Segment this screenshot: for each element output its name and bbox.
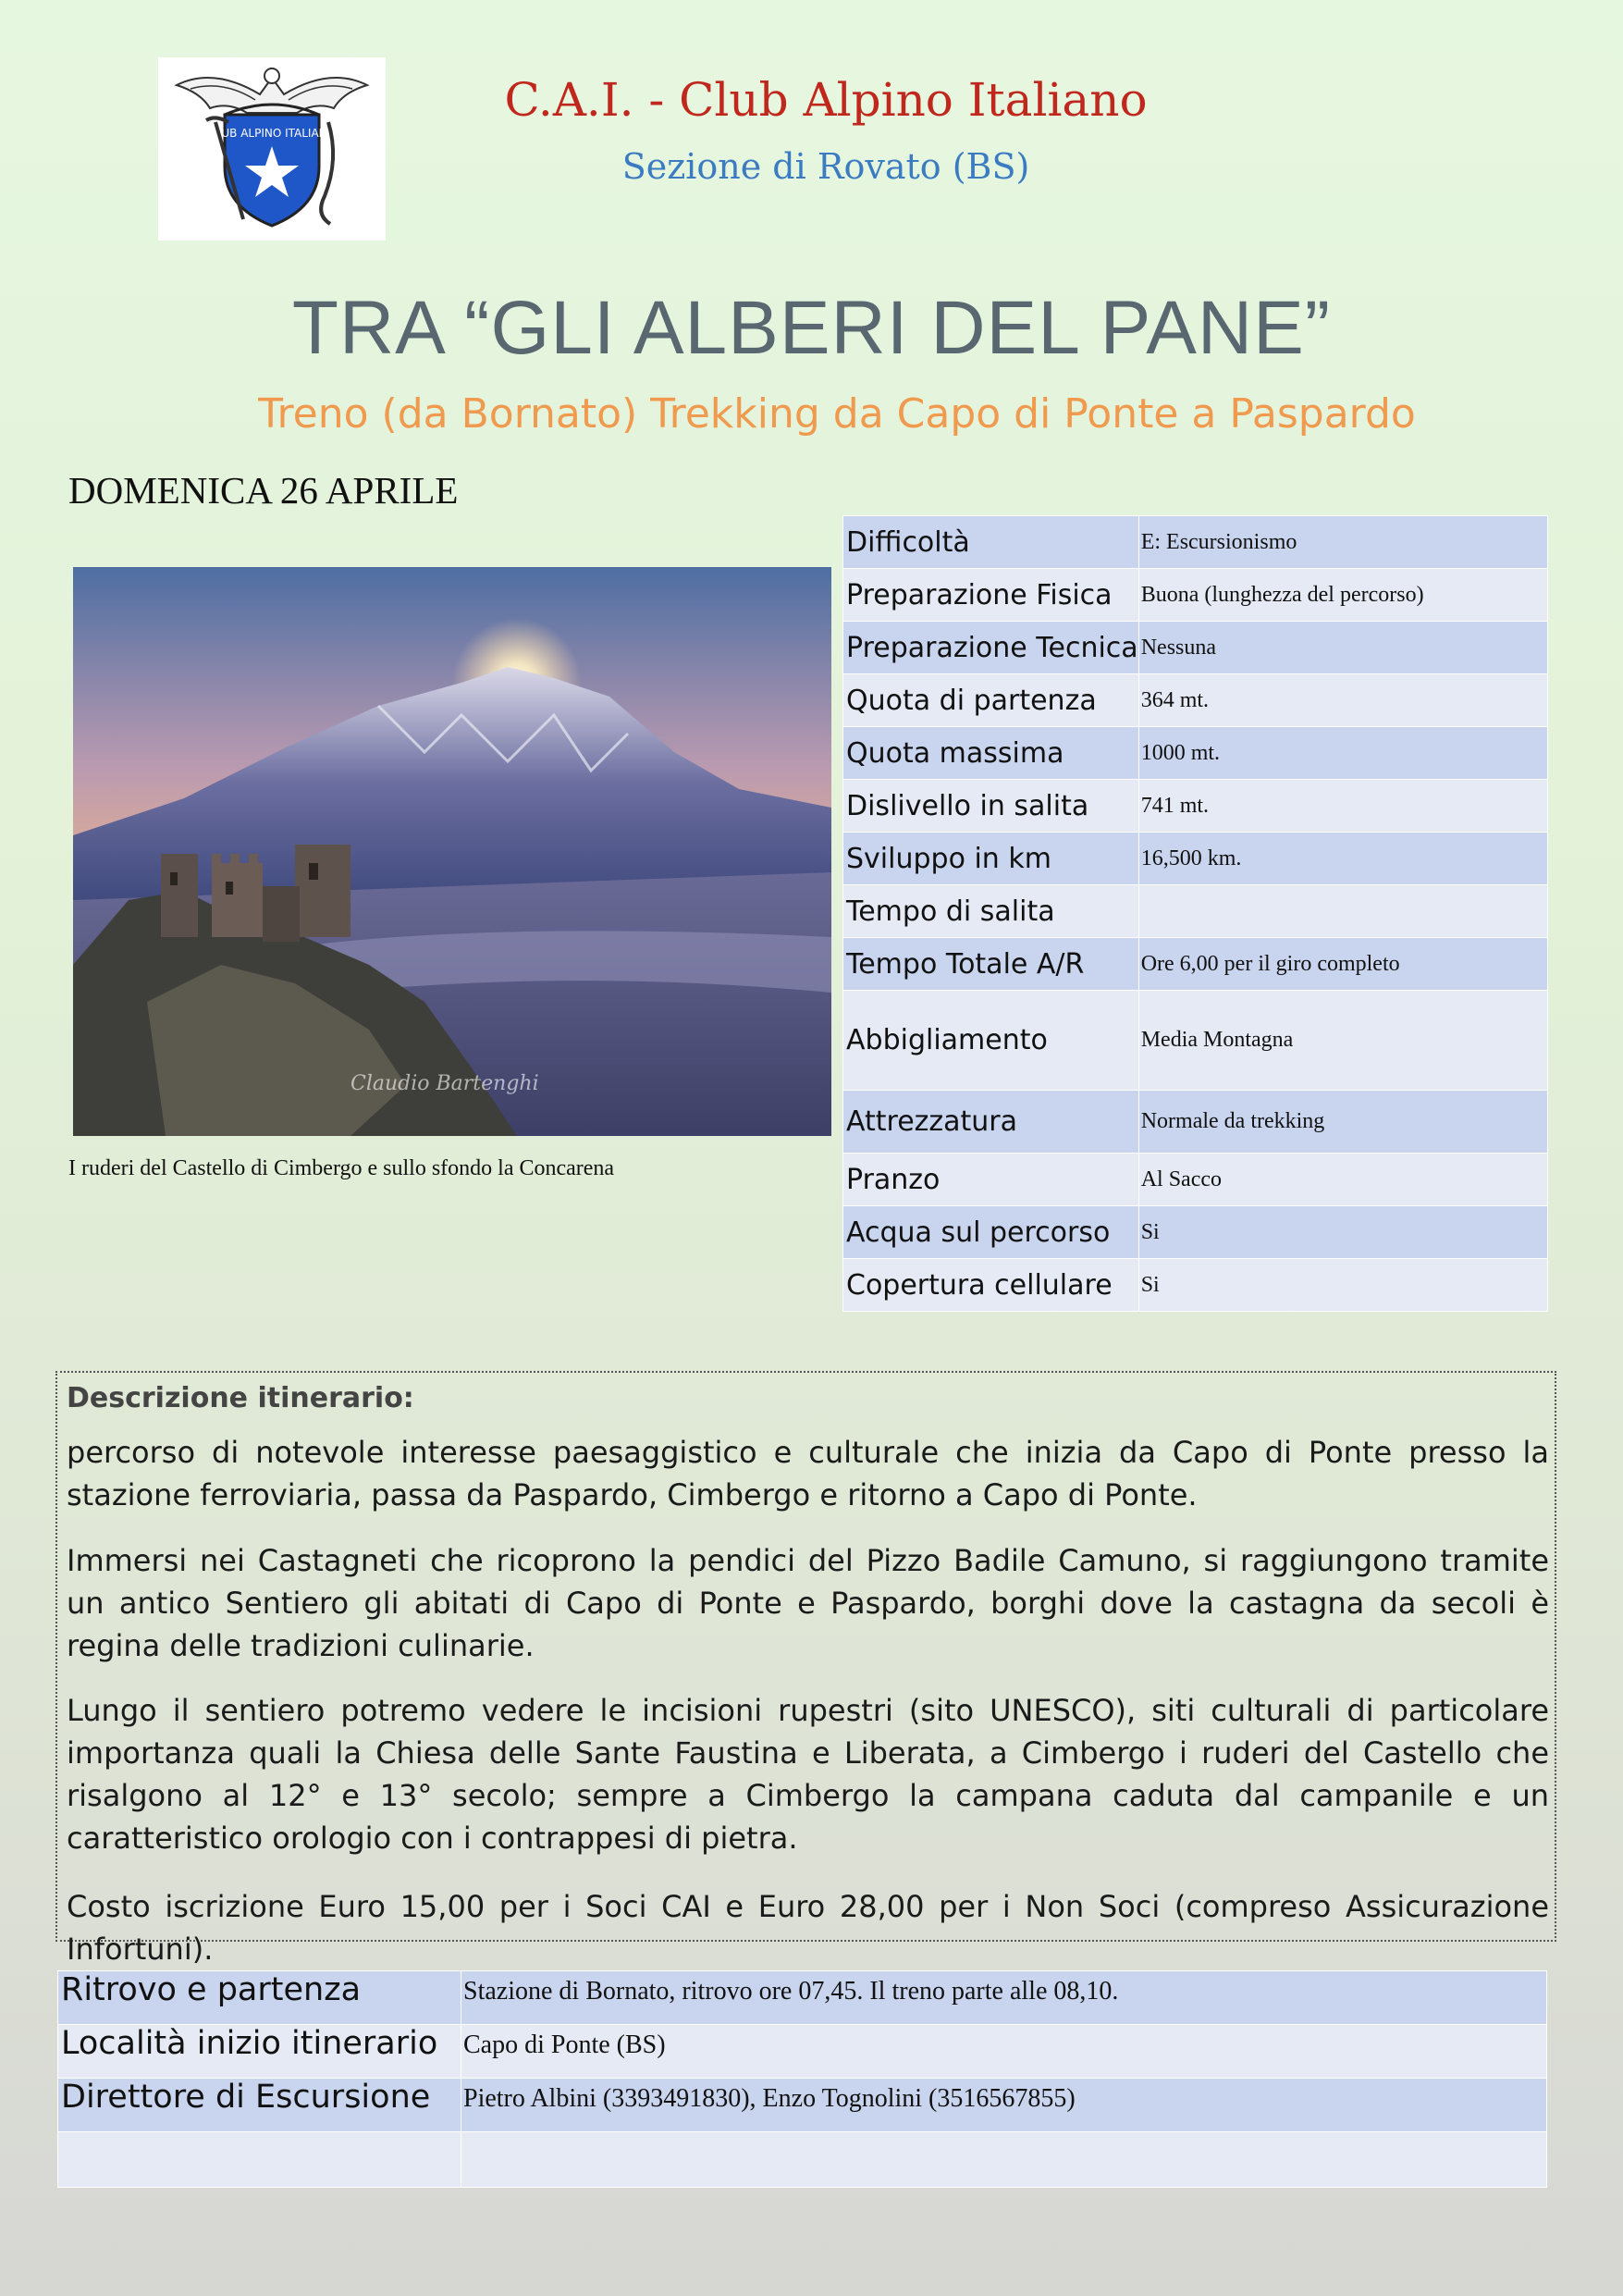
- info-row: [843, 516, 1548, 569]
- info-label: Pranzo: [843, 1154, 1139, 1206]
- logo-lettering: CLUB ALPINO ITALIANO: [207, 127, 337, 140]
- event-title: TRA “GLI ALBERI DEL PANE”: [291, 286, 1332, 370]
- description-heading: Descrizione itinerario:: [67, 1382, 414, 1414]
- info-row: [843, 1259, 1548, 1312]
- info-value: 364 mt.: [1138, 674, 1547, 727]
- info-label: Dislivello in salita: [843, 780, 1139, 833]
- info-label: Copertura cellulare: [843, 1259, 1139, 1312]
- info-row: [843, 1206, 1548, 1259]
- info-value: Nessuna: [1138, 622, 1547, 674]
- description-paragraph: percorso di notevole interesse paesaggistico e culturale che inizia da Capo di Ponte presso la stazione ferroviaria, passa da Paspardo, Cimbergo e ritorno a Capo di Ponte.: [67, 1435, 1549, 1512]
- photo-caption: I ruderi del Castello di Cimbergo e sullo sfondo la Concarena: [68, 1156, 615, 1180]
- info-value: Buona (lunghezza del percorso): [1138, 569, 1547, 622]
- info-row: [843, 1091, 1548, 1154]
- info-value: 16,500 km.: [1138, 833, 1547, 885]
- info-value: Normale da trekking: [1138, 1091, 1547, 1154]
- meeting-label: Località inizio itinerario: [58, 2025, 461, 2079]
- info-label: Preparazione Tecnica: [843, 622, 1139, 674]
- meeting-row: [58, 2025, 1547, 2079]
- meeting-table: [57, 1970, 1547, 2188]
- info-label: Tempo di salita: [843, 885, 1139, 938]
- info-row: [843, 1154, 1548, 1206]
- meeting-value: Pietro Albini (3393491830), Enzo Tognolini (3516567855): [461, 2079, 1547, 2132]
- info-row: [843, 622, 1548, 674]
- info-value: E: Escursionismo: [1138, 516, 1547, 569]
- meeting-value: Capo di Ponte (BS): [461, 2025, 1547, 2079]
- info-value: [1138, 885, 1547, 938]
- info-row: [843, 885, 1548, 938]
- info-row: [843, 780, 1548, 833]
- event-subtitle: Treno (da Bornato) Trekking da Capo di Ponte a Paspardo: [258, 390, 1416, 438]
- info-label: Abbigliamento: [843, 991, 1139, 1091]
- info-value: Si: [1138, 1259, 1547, 1312]
- info-table: [842, 515, 1548, 1312]
- info-label: Difficoltà: [843, 516, 1139, 569]
- castle-photo: [73, 567, 831, 1136]
- info-label: Acqua sul percorso: [843, 1206, 1139, 1259]
- info-label: Quota di partenza: [843, 674, 1139, 727]
- info-value: 741 mt.: [1138, 780, 1547, 833]
- info-label: Tempo Totale A/R: [843, 938, 1139, 991]
- info-value: Media Montagna: [1138, 991, 1547, 1091]
- info-label: Quota massima: [843, 727, 1139, 780]
- info-value: Ore 6,00 per il giro completo: [1138, 938, 1547, 991]
- description-paragraph: Immersi nei Castagneti che ricoprono la pendici del Pizzo Badile Camuno, si raggiungono tramite un antico Sentiero gli abitati di Capo di Ponte e Paspardo, borghi dove la castagna da secoli è regina delle tradizioni culinarie.: [67, 1543, 1549, 1663]
- info-label: Attrezzatura: [843, 1091, 1139, 1154]
- meeting-row: [58, 2132, 1547, 2188]
- event-date: DOMENICA 26 APRILE: [68, 469, 459, 512]
- info-value: 1000 mt.: [1138, 727, 1547, 780]
- cai-logo: [158, 57, 386, 241]
- info-row: [843, 991, 1548, 1091]
- info-row: [843, 569, 1548, 622]
- info-row: [843, 833, 1548, 885]
- info-row: [843, 727, 1548, 780]
- info-row: [843, 674, 1548, 727]
- info-row: [843, 938, 1548, 991]
- meeting-label: Ritrovo e partenza: [58, 1971, 461, 2025]
- org-name: C.A.I. - Club Alpino Italiano: [504, 73, 1148, 127]
- meeting-row: [58, 2079, 1547, 2132]
- info-value: Si: [1138, 1206, 1547, 1259]
- info-value: Al Sacco: [1138, 1154, 1547, 1206]
- photo-watermark: Claudio Bartenghi: [350, 1072, 539, 1095]
- description-paragraph: Lungo il sentiero potremo vedere le incisioni rupestri (sito UNESCO), siti culturali di particolare importanza quali la Chiesa delle Sante Faustina e Liberata, a Cimbergo i ruderi del Castello che risalgono al 12° e 13° secolo; sempre a Cimbergo la campana caduta dal campanile e un caratteristico orologio con i contrappesi di pietra.: [67, 1693, 1549, 1856]
- meeting-value: Stazione di Bornato, ritrovo ore 07,45. Il treno parte alle 08,10.: [461, 1971, 1547, 2025]
- org-section: Sezione di Rovato (BS): [621, 146, 1030, 187]
- meeting-label: Direttore di Escursione: [58, 2079, 461, 2132]
- description-paragraph: Costo iscrizione Euro 15,00 per i Soci CAI e Euro 28,00 per i Non Soci (compreso Assicurazione Infortuni).: [67, 1889, 1549, 1967]
- info-label: Sviluppo in km: [843, 833, 1139, 885]
- meeting-value: [461, 2132, 1547, 2188]
- meeting-row: [58, 1971, 1547, 2025]
- meeting-label: [58, 2132, 461, 2188]
- info-label: Preparazione Fisica: [843, 569, 1139, 622]
